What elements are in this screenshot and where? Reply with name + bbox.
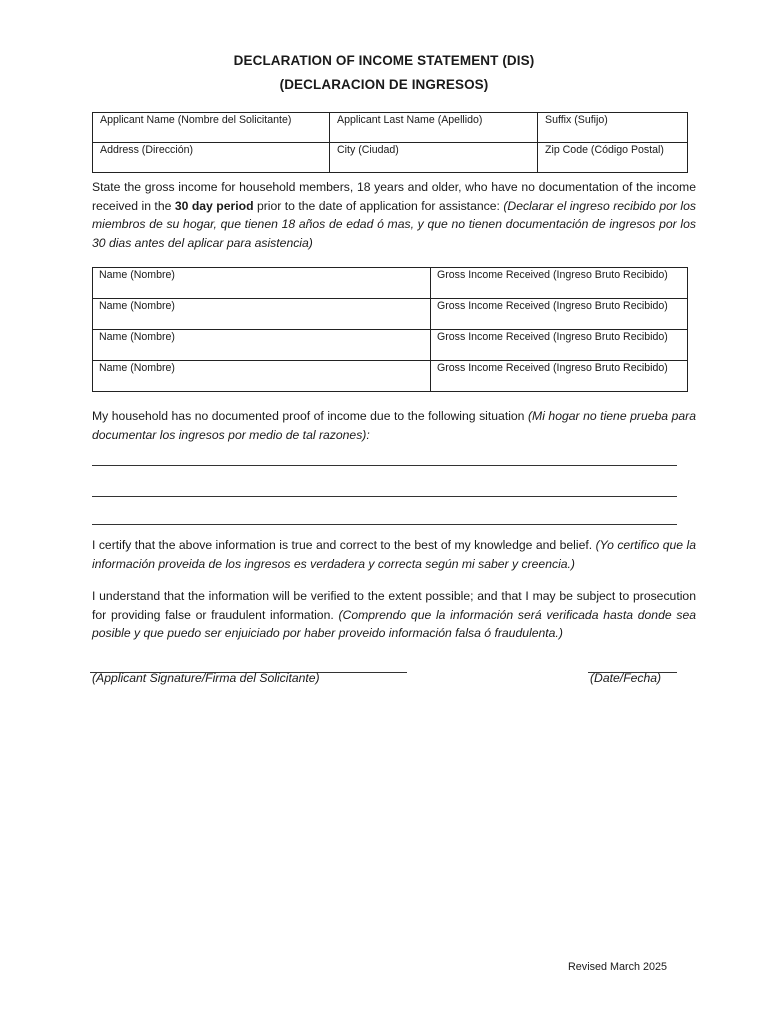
zip-code-field[interactable]: Zip Code (Código Postal) [538, 143, 688, 173]
situation-paragraph [92, 407, 696, 444]
income-row [93, 268, 688, 299]
gross-income-field[interactable]: Gross Income Received (Ingreso Bruto Recibido) [431, 268, 688, 299]
form-subtitle: (DECLARACION DE INGRESOS) [279, 77, 489, 92]
member-name-field[interactable]: Name (Nombre) [93, 361, 431, 392]
instructions-text-1: State the gross income for household members, 18 years and older, who have no documentation of the income received in the [92, 180, 696, 213]
income-row [93, 330, 688, 361]
situation-text: My household has no documented proof of income due to the following situation [92, 409, 528, 423]
applicant-last-name-field[interactable]: Applicant Last Name (Apellido) [330, 113, 538, 143]
gross-income-field[interactable]: Gross Income Received (Ingreso Bruto Recibido) [431, 330, 688, 361]
suffix-field[interactable]: Suffix (Sufijo) [538, 113, 688, 143]
income-row [93, 361, 688, 392]
applicant-row-names [93, 113, 688, 143]
income-row [93, 299, 688, 330]
city-field[interactable]: City (Ciudad) [330, 143, 538, 173]
instructions-paragraph [92, 178, 696, 252]
situation-spanish: (Mi hogar no tiene prueba para documentar los ingresos por medio de tal razones): [92, 409, 696, 442]
instructions-bold: 30 day period [174, 198, 254, 213]
situation-line-1[interactable] [92, 465, 677, 466]
applicant-row-address [93, 143, 688, 173]
gross-income-field[interactable]: Gross Income Received (Ingreso Bruto Recibido) [431, 361, 688, 392]
income-table [92, 267, 688, 392]
certify-paragraph [92, 536, 696, 573]
member-name-field[interactable]: Name (Nombre) [93, 268, 431, 299]
certify-text: I certify that the above information is true and correct to the best of my knowledge and belief. [92, 538, 596, 552]
situation-line-3[interactable] [92, 524, 677, 525]
instructions-text-2: prior to the date of application for assistance: [253, 198, 504, 213]
form-title: DECLARATION OF INCOME STATEMENT (DIS) [233, 53, 535, 68]
date-label: (Date/Fecha) [590, 671, 662, 685]
gross-income-field[interactable]: Gross Income Received (Ingreso Bruto Recibido) [431, 299, 688, 330]
signature-label: (Applicant Signature/Firma del Solicitante) [92, 671, 320, 685]
applicant-info-table [92, 112, 688, 173]
address-field[interactable]: Address (Dirección) [93, 143, 330, 173]
certify-spanish: (Yo certifico que la información proveida de los ingresos es verdadera y correcta según mi saber y creencia.) [92, 538, 697, 571]
member-name-field[interactable]: Name (Nombre) [93, 330, 431, 361]
situation-line-2[interactable] [92, 496, 677, 497]
instructions-spanish: (Declarar el ingreso recibido por los miembros de su hogar, que tienen 18 años de edad ó mas, y que no tienen documentación de ingresos por los 30 dias antes del aplicar para asistencia) [92, 198, 696, 250]
understand-text: I understand that the information will be verified to the extent possible; and that I may be subject to prosecution for providing false or fraudulent information. [92, 589, 696, 622]
member-name-field[interactable]: Name (Nombre) [93, 299, 431, 330]
revision-note: Revised March 2025 [568, 961, 668, 973]
understand-spanish: (Comprendo que la información será verificada hasta donde sea posible y que puedo ser enjuiciado por haber proveido información falsa ó fraudulenta.) [92, 607, 696, 640]
applicant-name-field[interactable]: Applicant Name (Nombre del Solicitante) [93, 113, 330, 143]
understand-paragraph [92, 587, 696, 643]
